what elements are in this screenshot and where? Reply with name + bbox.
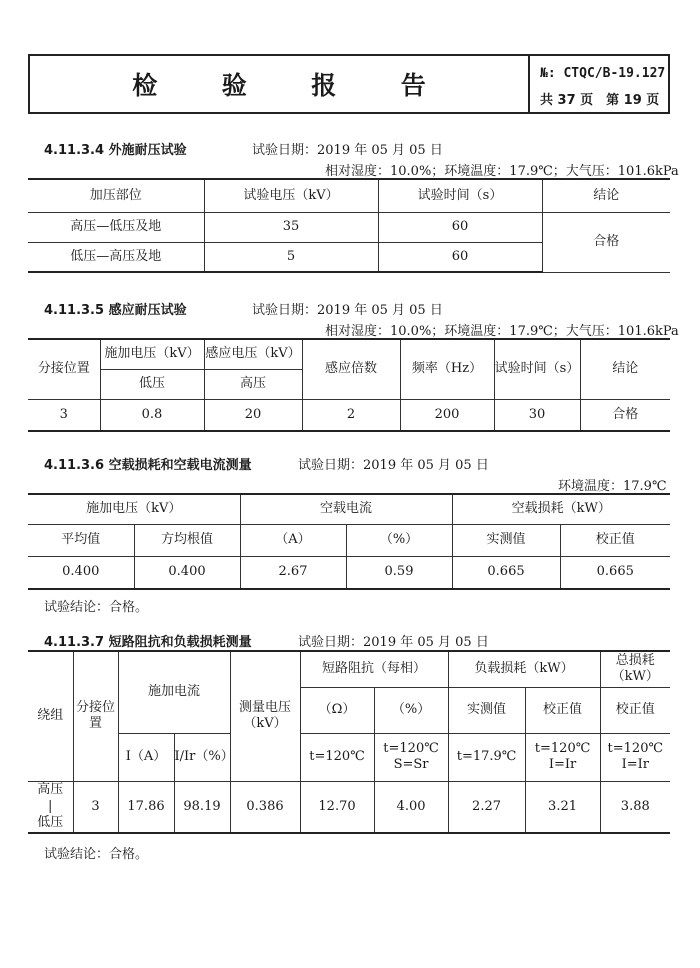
cell: 3 [28, 399, 100, 431]
withstand-voltage-table [28, 178, 670, 273]
cell: 2.67 [240, 556, 346, 589]
cell: 17.86 [118, 781, 174, 833]
column-header: 测量电压（kV） [230, 651, 300, 781]
cell: 高压—低压及地 [28, 212, 204, 242]
table-row [28, 212, 670, 242]
table-header-row [28, 524, 670, 556]
column-header: 加压部位 [28, 179, 204, 212]
table-header-row [28, 733, 670, 781]
title-char: 验 [221, 71, 247, 100]
cell: 0.8 [100, 399, 204, 431]
column-subheader: （%） [374, 687, 448, 733]
column-subheader: 实测值 [448, 687, 525, 733]
column-subheader: 校正值 [525, 687, 600, 733]
report-title [30, 56, 528, 112]
condition-text: t=120℃ [534, 740, 591, 756]
test-conclusion: 试验结论：合格。 [44, 600, 149, 615]
condition-text: t=120℃ [607, 740, 664, 756]
condition-text: t=120℃ [383, 740, 439, 756]
short-circuit-table [28, 650, 670, 834]
column-subheader: 低压 [100, 369, 204, 399]
column-header: 感应电压（kV） [204, 339, 302, 369]
table-row [28, 399, 670, 431]
column-header: 分接位置 [73, 651, 118, 781]
environment-conditions: 环境温度：17.9℃ [558, 479, 667, 494]
section-title: 4.11.3.5 感应耐压试验 [44, 303, 187, 318]
cell: 0.665 [560, 556, 670, 589]
cell: 0.400 [28, 556, 134, 589]
column-subheader: （A） [240, 524, 346, 556]
no-load-loss-table [28, 493, 670, 590]
test-date: 试验日期：2019 年 05 月 05 日 [298, 635, 489, 650]
section-title: 4.11.3.6 空载损耗和空载电流测量 [44, 458, 252, 473]
table-row [28, 781, 670, 833]
column-header: 频率（Hz） [400, 339, 494, 399]
cell: 60 [378, 212, 542, 242]
column-header: 负载损耗（kW） [448, 651, 600, 687]
column-subheader: 校正值 [560, 524, 670, 556]
column-header: 分接位置 [28, 339, 100, 399]
cell: 30 [494, 399, 580, 431]
cell: 0.59 [346, 556, 452, 589]
condition-cell: t=17.9℃ [448, 733, 525, 781]
column-header: 空载电流 [240, 494, 452, 524]
column-header: 空载损耗（kW） [452, 494, 670, 524]
column-subheader: 平均值 [28, 524, 134, 556]
table-row [28, 556, 670, 589]
document-number: №: CTQC/B-19.127 [540, 66, 666, 81]
column-subheader: I（A） [118, 733, 174, 781]
table-header-row [28, 339, 670, 369]
column-subheader: （%） [346, 524, 452, 556]
column-header: 总损耗（kW） [600, 651, 670, 687]
column-header: 施加电流 [118, 651, 230, 733]
test-date: 试验日期：2019 年 05 月 05 日 [252, 143, 443, 158]
header-divider [528, 56, 530, 112]
winding-cell [28, 781, 73, 833]
condition-cell [374, 733, 448, 781]
cell: 60 [378, 242, 542, 272]
test-date: 试验日期：2019 年 05 月 05 日 [252, 303, 443, 318]
conclusion-cell: 合格 [542, 212, 670, 272]
condition-text: I=Ir [621, 757, 649, 772]
column-subheader: （Ω） [300, 687, 374, 733]
column-subheader: 高压 [204, 369, 302, 399]
condition-text: I=Ir [548, 757, 577, 772]
winding-text: 高压 [37, 782, 64, 798]
cell: 4.00 [374, 781, 448, 833]
cell: 低压—高压及地 [28, 242, 204, 272]
induced-voltage-table [28, 338, 670, 432]
cell: 3 [73, 781, 118, 833]
cell: 2 [302, 399, 400, 431]
test-conclusion: 试验结论：合格。 [44, 847, 149, 862]
winding-text: 低压 [37, 814, 64, 830]
column-header: 短路阻抗（每相） [300, 651, 448, 687]
cell: 合格 [580, 399, 670, 431]
column-subheader: 校正值 [600, 687, 670, 733]
column-subheader: I/Ir（%） [174, 733, 230, 781]
cell: 35 [204, 212, 378, 242]
cell: 0.386 [230, 781, 300, 833]
cell: 2.27 [448, 781, 525, 833]
environment-conditions: 相对湿度：10.0%；环境温度：17.9℃；大气压：101.6kPa [325, 164, 679, 179]
title-char: 告 [400, 71, 426, 100]
column-header: 试验电压（kV） [204, 179, 378, 212]
section-title: 4.11.3.7 短路阻抗和负载损耗测量 [44, 635, 252, 650]
table-header-row [28, 179, 670, 212]
report-header [28, 54, 670, 114]
cell: 5 [204, 242, 378, 272]
page-count: 共 37 页 第 19 页 [540, 93, 660, 108]
cell: 12.70 [300, 781, 374, 833]
column-subheader: 方均根值 [134, 524, 240, 556]
cell: 98.19 [174, 781, 230, 833]
test-date: 试验日期：2019 年 05 月 05 日 [298, 458, 489, 473]
column-header: 试验时间（s） [494, 339, 580, 399]
cell: 20 [204, 399, 302, 431]
column-header: 施加电压（kV） [28, 494, 240, 524]
column-header: 绕组 [28, 651, 73, 781]
condition-cell: t=120℃ [300, 733, 374, 781]
cell: 200 [400, 399, 494, 431]
table-header-row [28, 651, 670, 687]
cell: 3.88 [600, 781, 670, 833]
section-title: 4.11.3.4 外施耐压试验 [44, 143, 187, 158]
cell: 0.400 [134, 556, 240, 589]
column-header: 施加电压（kV） [100, 339, 204, 369]
cell: 0.665 [452, 556, 560, 589]
title-char: 检 [132, 71, 158, 100]
environment-conditions: 相对湿度：10.0%；环境温度：17.9℃；大气压：101.6kPa [325, 324, 679, 339]
condition-cell [525, 733, 600, 781]
table-header-row [28, 494, 670, 524]
column-header: 结论 [542, 179, 670, 212]
condition-text: S=Sr [393, 757, 429, 772]
column-header: 试验时间（s） [378, 179, 542, 212]
cell: 3.21 [525, 781, 600, 833]
title-char: 报 [311, 71, 337, 100]
winding-text: | [48, 798, 53, 814]
column-header: 结论 [580, 339, 670, 399]
column-header: 感应倍数 [302, 339, 400, 399]
condition-cell [600, 733, 670, 781]
column-subheader: 实测值 [452, 524, 560, 556]
